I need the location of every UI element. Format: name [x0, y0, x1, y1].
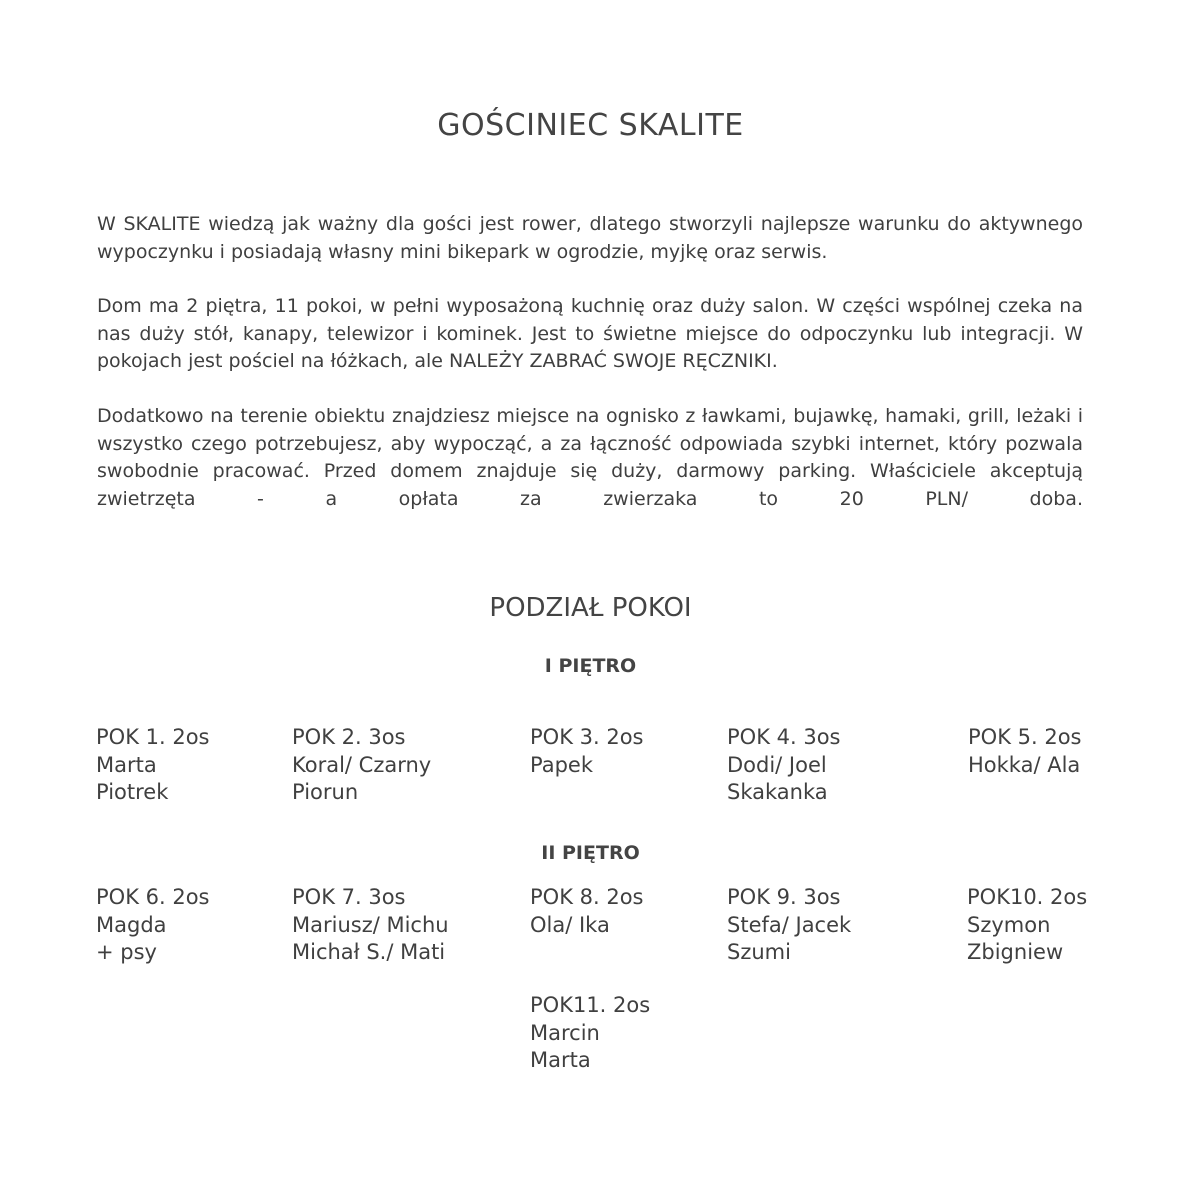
intro-paragraph-bikes: W SKALITE wiedzą jak ważny dla gości jest rower, dlatego stworzyli najlepsze warunku do aktywnego wypoczynku i posiadają własny mini bikepark w ogrodzie, myjkę oraz serwis.: [97, 213, 1083, 263]
room-header: POK 3. 2os: [530, 725, 644, 749]
room-header: POK10. 2os: [967, 885, 1088, 909]
room-guest: Piorun: [292, 780, 359, 804]
room-header: POK 7. 3os: [292, 885, 406, 909]
floor-1-label: I PIĘTRO: [544, 655, 637, 677]
room-card-1: [96, 724, 210, 807]
room-guest: Stefa/ Jacek: [727, 912, 852, 937]
room-header: POK11. 2os: [530, 993, 651, 1017]
room-header: POK 6. 2os: [96, 885, 210, 909]
room-card-6: [96, 884, 210, 967]
room-guest: + psy: [96, 940, 157, 964]
room-guest: Ola/ Ika: [530, 912, 610, 937]
room-card-3: [530, 724, 644, 779]
room-header: POK 1. 2os: [96, 725, 210, 749]
room-header: POK 5. 2os: [968, 725, 1082, 749]
rooms-heading: PODZIAŁ POKOI: [489, 593, 692, 623]
room-guest: Dodi/ Joel: [727, 752, 827, 777]
room-header: POK 9. 3os: [727, 885, 841, 909]
room-guest: Szymon: [967, 912, 1051, 937]
room-guest: Marta: [530, 1048, 591, 1072]
room-guest: Hokka/ Ala: [968, 752, 1081, 777]
room-guest: Skakanka: [727, 780, 828, 804]
room-header: POK 8. 2os: [530, 885, 644, 909]
room-card-11: [530, 992, 650, 1075]
room-guest: Papek: [530, 752, 593, 777]
room-card-9: [727, 884, 851, 967]
room-guest: Michał S./ Mati: [292, 940, 446, 964]
room-guest: Marcin: [530, 1020, 600, 1045]
room-header: POK 4. 3os: [727, 725, 841, 749]
room-guest: Piotrek: [96, 780, 169, 804]
room-guest: Koral/ Czarny: [292, 752, 432, 777]
room-card-4: [727, 724, 841, 807]
room-guest: Mariusz/ Michu: [292, 912, 449, 937]
room-guest: Szumi: [727, 940, 791, 964]
room-card-7: [292, 884, 449, 967]
room-card-10: [967, 884, 1087, 967]
room-card-8: [530, 884, 644, 939]
intro-paragraph-amenities: Dodatkowo na terenie obiektu znajdziesz miejsce na ognisko z ławkami, bujawkę, hamaki, grill, leżaki i wszystko czego potrzebujesz, aby wypocząć, a za łączność odpowiada szybki internet, który pozwala swobodnie pracować. Przed domem znajduje się duży, darmowy parking. Właściciele akceptują zwietrzęta - a opłata za zwierzaka to 20 PLN/ doba.: [97, 405, 1083, 510]
page-title: GOŚCINIEC SKALITE: [437, 108, 744, 143]
room-guest: Magda: [96, 912, 167, 937]
room-header: POK 2. 3os: [292, 725, 406, 749]
room-card-2: [292, 724, 431, 807]
floor-2-label: II PIĘTRO: [541, 842, 640, 864]
intro-paragraph-house: Dom ma 2 piętra, 11 pokoi, w pełni wyposażoną kuchnię oraz duży salon. W części wspólnej czeka na nas duży stół, kanapy, telewizor i kominek. Jest to świetne miejsce do odpoczynku lub integracji. W pokojach jest pościel na łóżkach, ale NALEŻY ZABRAĆ SWOJE RĘCZNIKI.: [97, 295, 1083, 372]
room-guest: Zbigniew: [967, 940, 1064, 964]
room-card-5: [968, 724, 1082, 779]
room-guest: Marta: [96, 752, 157, 777]
